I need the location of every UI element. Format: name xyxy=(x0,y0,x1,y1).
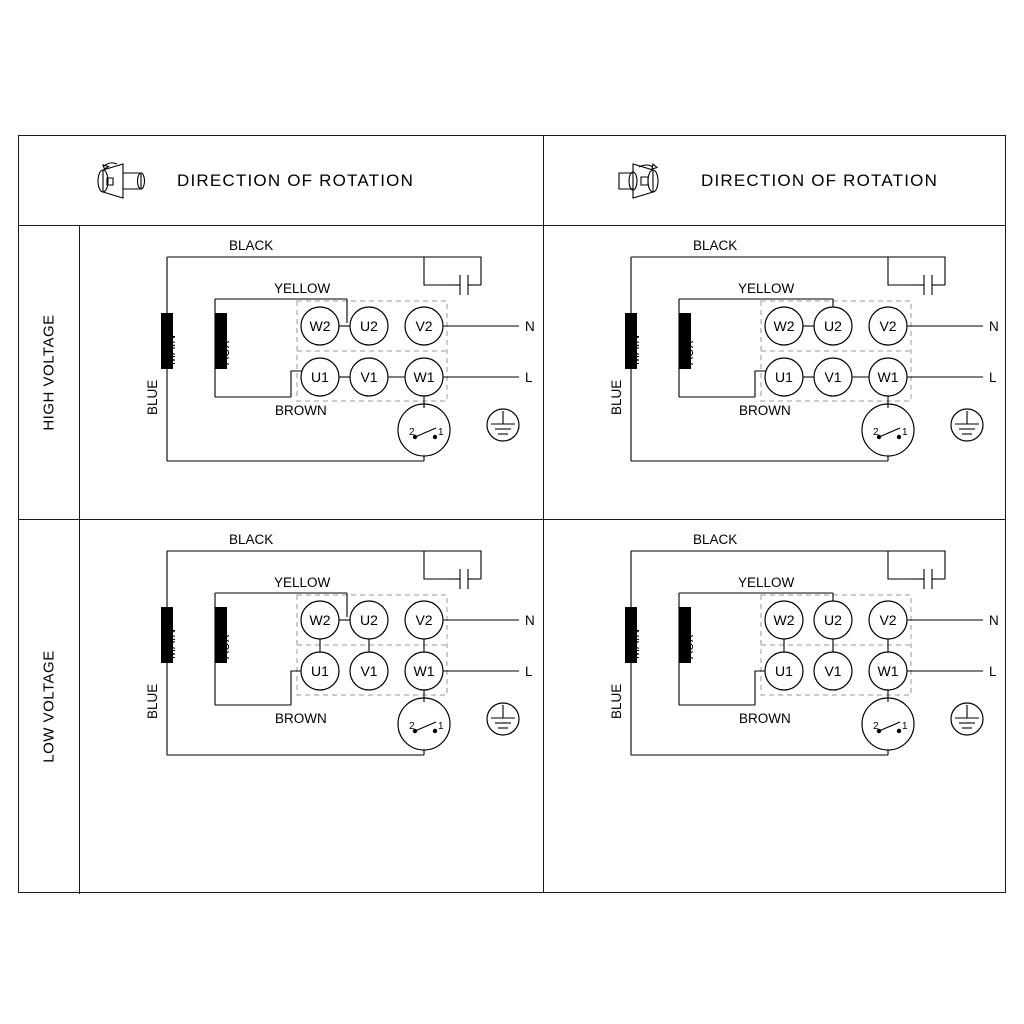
terminal-u2: U2 xyxy=(360,612,378,628)
label-black: BLACK xyxy=(693,532,738,547)
motor-shaft-cw-icon xyxy=(613,156,683,206)
label-neutral: N xyxy=(989,613,999,628)
header-cell-right xyxy=(543,136,1007,225)
thermal-pin-1: 1 xyxy=(438,721,444,732)
terminal-w1: W1 xyxy=(413,663,435,679)
thermal-pin-2: 2 xyxy=(409,427,415,438)
row-label-high-voltage xyxy=(19,225,79,519)
label-brown: BROWN xyxy=(275,403,327,418)
terminal-u2: U2 xyxy=(824,318,842,334)
header-cell-left xyxy=(19,136,543,225)
label-yellow: YELLOW xyxy=(738,575,795,590)
panel-low-voltage-ccw xyxy=(79,519,543,894)
label-yellow: YELLOW xyxy=(738,281,795,296)
motor-shaft-ccw-icon xyxy=(89,156,159,206)
label-yellow: YELLOW xyxy=(274,281,331,296)
terminal-w1: W1 xyxy=(877,369,899,385)
panel-high-voltage-cw xyxy=(543,225,1007,519)
terminal-u1: U1 xyxy=(775,369,793,385)
terminal-v2: V2 xyxy=(879,612,897,628)
label-brown: BROWN xyxy=(275,711,327,726)
terminal-v1: V1 xyxy=(824,369,842,385)
label-main: MAIN xyxy=(628,629,642,659)
label-main: MAIN xyxy=(628,335,642,365)
thermal-pin-1: 1 xyxy=(438,427,444,438)
label-main: MAIN xyxy=(164,335,178,365)
terminal-v2: V2 xyxy=(415,612,433,628)
label-blue: BLUE xyxy=(609,379,624,415)
terminal-w2: W2 xyxy=(773,612,795,628)
label-blue: BLUE xyxy=(609,683,624,719)
label-line: L xyxy=(525,370,533,385)
label-neutral: N xyxy=(989,319,999,334)
terminal-w2: W2 xyxy=(773,318,795,334)
terminal-v1: V1 xyxy=(360,369,378,385)
label-aux: AUX xyxy=(218,340,232,365)
row-label-low-voltage xyxy=(19,519,79,894)
thermal-pin-2: 2 xyxy=(873,721,879,732)
label-black: BLACK xyxy=(229,532,274,547)
terminal-v2: V2 xyxy=(879,318,897,334)
label-aux: AUX xyxy=(682,340,696,365)
terminal-w1: W1 xyxy=(877,663,899,679)
terminal-v2: V2 xyxy=(415,318,433,334)
terminal-w2: W2 xyxy=(309,612,331,628)
terminal-u2: U2 xyxy=(360,318,378,334)
label-black: BLACK xyxy=(693,238,738,253)
terminal-u1: U1 xyxy=(311,663,329,679)
terminal-w1: W1 xyxy=(413,369,435,385)
label-line: L xyxy=(989,370,997,385)
label-main: MAIN xyxy=(164,629,178,659)
panel-high-voltage-ccw xyxy=(79,225,543,519)
terminal-u2: U2 xyxy=(824,612,842,628)
label-line: L xyxy=(989,664,997,679)
label-neutral: N xyxy=(525,613,535,628)
thermal-pin-2: 2 xyxy=(873,427,879,438)
label-neutral: N xyxy=(525,319,535,334)
row-label-high-voltage-text: HIGH VOLTAGE xyxy=(40,313,58,431)
header-title-right: DIRECTION OF ROTATION xyxy=(701,170,939,190)
label-aux: AUX xyxy=(682,634,696,659)
label-blue: BLUE xyxy=(145,683,160,719)
panel-low-voltage-cw xyxy=(543,519,1007,894)
row-label-low-voltage-text: LOW VOLTAGE xyxy=(40,650,58,763)
label-black: BLACK xyxy=(229,238,274,253)
header-title-left: DIRECTION OF ROTATION xyxy=(177,170,415,190)
thermal-pin-2: 2 xyxy=(409,721,415,732)
thermal-pin-1: 1 xyxy=(902,721,908,732)
terminal-u1: U1 xyxy=(311,369,329,385)
label-brown: BROWN xyxy=(739,403,791,418)
thermal-pin-1: 1 xyxy=(902,427,908,438)
terminal-v1: V1 xyxy=(360,663,378,679)
wiring-diagram-sheet xyxy=(18,135,1006,893)
label-line: L xyxy=(525,664,533,679)
label-yellow: YELLOW xyxy=(274,575,331,590)
label-brown: BROWN xyxy=(739,711,791,726)
terminal-w2: W2 xyxy=(309,318,331,334)
terminal-v1: V1 xyxy=(824,663,842,679)
label-aux: AUX xyxy=(218,634,232,659)
label-blue: BLUE xyxy=(145,379,160,415)
terminal-u1: U1 xyxy=(775,663,793,679)
